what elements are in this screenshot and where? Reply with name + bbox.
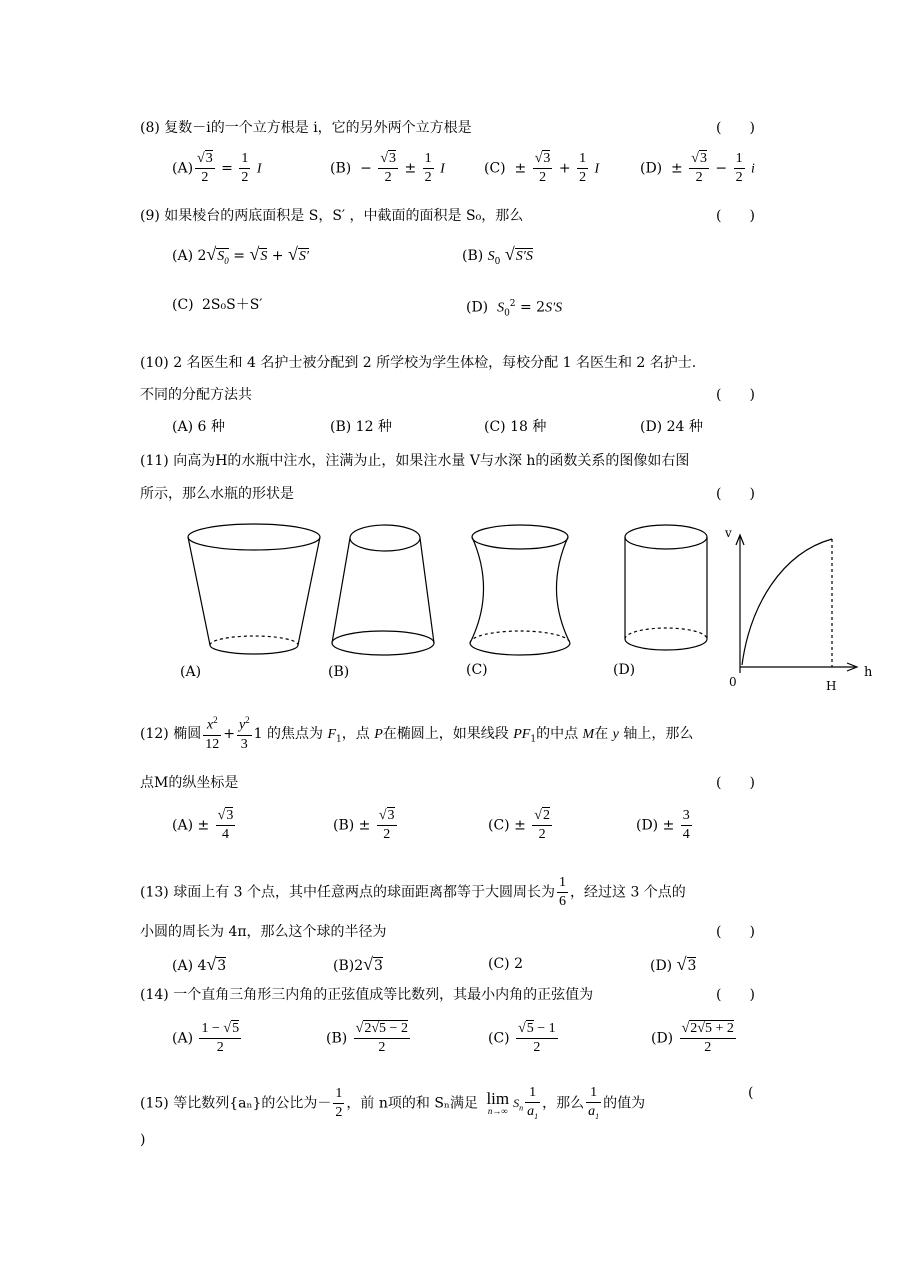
q15-stem: (15) 等比数列{aₙ}的公比为－ $\frac{1}{2}$ ，前 n项的和 Sₙ满足 lim n→∞ $S_n$ $\frac{1}{a_1}$ ，那么 $\frac{1}{a_1}$ 的值为 [140, 1085, 646, 1121]
q9-option-a[interactable]: (A) $2√S_0 = √S + √S'$ [172, 244, 309, 266]
graph-h-mark: H [826, 679, 837, 693]
q15-stem-part1: (15) 等比数列{aₙ}的公比为－ [140, 1095, 332, 1112]
q12-option-b[interactable]: (B) ± $\frac{√3}{2}$ [333, 808, 395, 842]
q8-option-c-label: (C) [484, 160, 506, 177]
q12-option-a[interactable]: (A) ± $\frac{√3}{4}$ [172, 808, 234, 842]
q14-stem: (14) 一个直角三角形三内角的正弦值成等比数列，其最小内角的正弦值为 [140, 987, 594, 1003]
bottle-c-label: (C) [466, 662, 488, 678]
q9-option-c-math: 2S₀S＋S′ [202, 297, 263, 313]
q9-option-a-label: (A) [172, 248, 194, 264]
q10-option-a[interactable]: (A) 6 种 [172, 419, 225, 435]
q13-stem-part2: ，经过这 3 个点的 [570, 884, 686, 901]
q11-answer-paren[interactable]: ( ) [716, 486, 755, 502]
q8-option-a[interactable]: (A) $\frac{√3}{2}$ = $\frac{1}{2}$ I [172, 151, 262, 185]
q14-option-a[interactable]: (A) $\frac{1 - √5}{2}$ [172, 1021, 240, 1055]
q8-option-d[interactable]: (D) ± $\frac{√3}{2}$ − $\frac{1}{2}$ i [640, 151, 755, 185]
q12-answer-paren[interactable]: ( ) [716, 775, 755, 791]
q13-option-a[interactable]: (A) 4√3 [172, 954, 227, 974]
q14-option-d[interactable]: (D) $\frac{√2√5 + 2}{2}$ [651, 1021, 734, 1055]
q13-option-b[interactable]: (B)2√3 [333, 954, 383, 974]
q13-option-d[interactable]: (D) √3 [650, 954, 697, 974]
graph-x-label: h [864, 665, 873, 680]
bottle-d-label: (D) [613, 662, 636, 678]
q8-option-a-label: (A) [172, 160, 194, 177]
q9-option-b[interactable]: (B) $S_0$ √S′S [462, 244, 533, 267]
q12-stem-line1: (12) 椭圆 $\frac{x^2}{12}$ + $\frac{y^2}{3}$ 1 的焦点为 $F_1$，点 P在椭圆上，如果线段 $PF_1$的中点 M在 y 轴上，那么 [140, 715, 694, 752]
q10-option-c[interactable]: (C) 18 种 [484, 419, 547, 435]
bottle-b-label: (B) [328, 664, 350, 680]
graph-origin-label: 0 [729, 675, 737, 689]
q8-option-b-label: (B) [330, 160, 352, 177]
q11-stem-line1: (11) 向高为H的水瓶中注水，注满为止，如果注水量 V与水深 h的函数关系的图像如右图 [140, 453, 690, 469]
q15-stem-part4: 的值为 [603, 1095, 646, 1112]
q15-answer-paren-close: ) [140, 1132, 146, 1148]
q10-answer-paren[interactable]: ( ) [716, 387, 755, 403]
q8-answer-paren[interactable]: ( ) [716, 120, 755, 136]
q9-option-d-label: (D) [466, 299, 489, 316]
q15-stem-part3: ，那么 [542, 1095, 585, 1112]
q10-option-d[interactable]: (D) 24 种 [640, 419, 703, 435]
q12-option-c[interactable]: (C) ± $\frac{√2}{2}$ [488, 808, 550, 842]
q13-option-c[interactable]: (C) 2 [488, 956, 523, 972]
q14-option-c[interactable]: (C) $\frac{√5 - 1}{2}$ [488, 1021, 556, 1055]
q9-answer-paren[interactable]: ( ) [716, 208, 755, 224]
bottle-c-shape[interactable] [470, 525, 570, 655]
q13-stem-line1: (13) 球面上有 3 个点，其中任意两点的球面距离都等于大圆周长为 $\frac{1}{6}$ ，经过这 3 个点的 [140, 875, 686, 909]
q10-stem-line2: 不同的分配方法共 [140, 387, 252, 403]
q12-stem-line2: 点M的纵坐标是 [140, 775, 239, 791]
v-h-curve [742, 539, 832, 665]
bottle-d-shape[interactable] [625, 525, 707, 650]
q9-option-d[interactable]: (D) $S_0^2 = 2S'S$ [466, 299, 563, 319]
bottle-a-label: (A) [180, 664, 202, 680]
q9-option-b-label: (B) [462, 248, 484, 264]
q12-option-d[interactable]: (D) ± $\frac{3}{4}$ [636, 808, 690, 842]
q9-stem: (9) 如果棱台的两底面积是 S，S′ ，中截面的面积是 S₀，那么 [140, 208, 524, 224]
q13-answer-paren[interactable]: ( ) [716, 924, 755, 940]
q9-option-c-label: (C) [172, 297, 194, 313]
q13-stem-line2: 小圆的周长为 4π，那么这个球的半径为 [140, 924, 387, 940]
v-h-graph [736, 535, 857, 673]
bottle-a-shape[interactable] [188, 524, 320, 654]
q10-option-b[interactable]: (B) 12 种 [330, 419, 392, 435]
q8-option-b[interactable]: (B) − $\frac{√3}{2}$ ± $\frac{1}{2}$ I [330, 151, 445, 185]
q9-option-c[interactable] [172, 298, 194, 312]
q15-stem-part2: ，前 n项的和 Sₙ满足 [346, 1095, 478, 1112]
q8-option-c[interactable]: (C) ± $\frac{√3}{2}$ + $\frac{1}{2}$ I [484, 151, 600, 185]
q8-stem: (8) 复数－i的一个立方根是 i，它的另外两个立方根是 [140, 120, 472, 136]
q11-figures [170, 515, 890, 695]
graph-y-label: v [725, 526, 732, 540]
q10-stem-line1: (10) 2 名医生和 4 名护士被分配到 2 所学校为学生体检，每校分配 1 名医生和 2 名护士. [140, 355, 697, 371]
q11-stem-line2: 所示，那么水瓶的形状是 [140, 486, 294, 502]
q13-stem-part1: (13) 球面上有 3 个点，其中任意两点的球面距离都等于大圆周长为 [140, 884, 555, 901]
q14-option-b[interactable]: (B) $\frac{√2√5 - 2}{2}$ [326, 1021, 408, 1055]
q8-option-d-label: (D) [640, 160, 663, 177]
q15-answer-paren-open[interactable]: ( [748, 1085, 754, 1101]
bottle-b-shape[interactable] [332, 525, 434, 655]
q14-answer-paren[interactable]: ( ) [716, 987, 755, 1003]
